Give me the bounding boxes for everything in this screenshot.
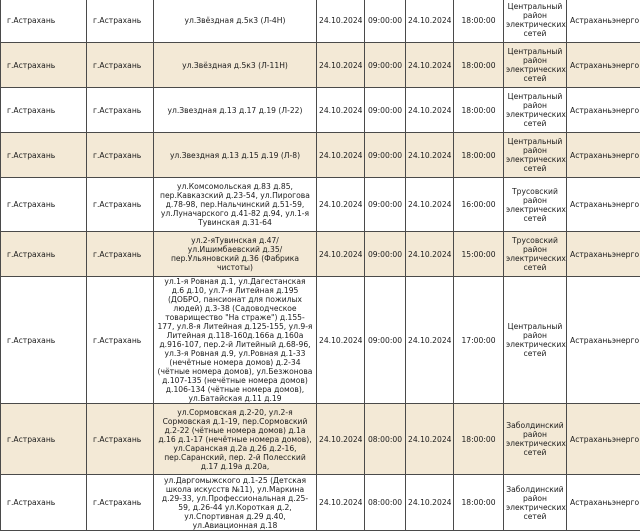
start-time-cell: 09:00:00: [365, 88, 406, 133]
end-time-cell: 18:00:00: [454, 404, 504, 475]
end-time-cell: 17:00:00: [454, 277, 504, 404]
table-row: [1, 277, 640, 404]
city-cell: г.Астрахань: [1, 43, 87, 88]
district-cell: Центральный район электрических сетей: [504, 88, 567, 133]
start-time-cell: 09:00:00: [365, 43, 406, 88]
end-date-cell: 24.10.2024: [406, 43, 454, 88]
end-date-cell: 24.10.2024: [406, 232, 454, 277]
start-time-cell: 09:00:00: [365, 232, 406, 277]
city-cell: г.Астрахань: [1, 133, 87, 178]
table-row: [1, 43, 640, 88]
start-date-cell: 24.10.2024: [317, 404, 365, 475]
org-cell: Астраханьэнерго: [567, 178, 640, 232]
org-cell: Астраханьэнерго: [567, 475, 640, 531]
end-date-cell: 24.10.2024: [406, 277, 454, 404]
district-cell: Трусовский район электрических сетей: [504, 232, 567, 277]
locality-cell: г.Астрахань: [87, 404, 154, 475]
address-cell: ул.Звездная д.13 д.15 д.19 (Л-8): [154, 133, 317, 178]
end-date-cell: 24.10.2024: [406, 475, 454, 531]
address-cell: ул.Звездная д.13 д.17 д.19 (Л-22): [154, 88, 317, 133]
end-time-cell: 18:00:00: [454, 133, 504, 178]
org-cell: Астраханьэнерго: [567, 277, 640, 404]
end-time-cell: 15:00:00: [454, 232, 504, 277]
locality-cell: г.Астрахань: [87, 88, 154, 133]
org-cell: Астраханьэнерго: [567, 0, 640, 43]
locality-cell: г.Астрахань: [87, 178, 154, 232]
start-time-cell: 09:00:00: [365, 277, 406, 404]
start-time-cell: 09:00:00: [365, 133, 406, 178]
end-date-cell: 24.10.2024: [406, 133, 454, 178]
address-cell: ул.Звёздная д.5к3 (Л-11Н): [154, 43, 317, 88]
end-date-cell: 24.10.2024: [406, 178, 454, 232]
district-cell: Центральный район электрических сетей: [504, 277, 567, 404]
table-row: [1, 178, 640, 232]
start-date-cell: 24.10.2024: [317, 43, 365, 88]
address-cell: ул.Сормовская д.2-20, ул.2-я Сормовская д.1-19, пер.Сормовский д.2-22 (чётные номера домов) д.1а д.16 д.1-17 (нечётные номера домов), ул.Саранская д.2а д.26 д.2-16, пер.Саранский, пер. 2-й Полесский д.17 д.19а д.20а,: [154, 404, 317, 475]
org-cell: Астраханьэнерго: [567, 404, 640, 475]
city-cell: г.Астрахань: [1, 232, 87, 277]
address-cell: ул.1-я Ровная д.1, ул.Дагестанская д.6 д.10, ул.7-я Литейная д.195 (ДОБРО, пансионат для пожилых людей) д.3-38 (Садоводческое товарищество "На страже") д.155-177, ул.8-я Литейная д.125-155, ул.9-я Литейная д.118-160д.166а д.160а д.916-107, пер.2-й Литейный д.68-96, ул.3-я Ровная д.9, ул.Ровная д.1-33 (нечётные номера домов) д.2-34 (чётные номера домов), ул.Безжонова д.107-135 (нечётные номера домов) д.106-134 (чётные номера домов), ул.Батайская д.11 д.19: [154, 277, 317, 404]
start-date-cell: 24.10.2024: [317, 133, 365, 178]
start-time-cell: 09:00:00: [365, 178, 406, 232]
org-cell: Астраханьэнерго: [567, 232, 640, 277]
start-time-cell: 08:00:00: [365, 475, 406, 531]
end-date-cell: 24.10.2024: [406, 404, 454, 475]
end-time-cell: 16:00:00: [454, 178, 504, 232]
table-row: [1, 0, 640, 43]
district-cell: Заболдинский район электрических сетей: [504, 475, 567, 531]
end-time-cell: 18:00:00: [454, 43, 504, 88]
locality-cell: г.Астрахань: [87, 0, 154, 43]
city-cell: г.Астрахань: [1, 0, 87, 43]
end-time-cell: 18:00:00: [454, 475, 504, 531]
end-date-cell: 24.10.2024: [406, 0, 454, 43]
locality-cell: г.Астрахань: [87, 43, 154, 88]
district-cell: Центральный район электрических сетей: [504, 0, 567, 43]
start-time-cell: 08:00:00: [365, 404, 406, 475]
end-time-cell: 18:00:00: [454, 88, 504, 133]
table-row: [1, 88, 640, 133]
address-cell: ул.Даргомыжского д.1-25 (Детская школа искусств №11), ул.Маркина д.29-33, ул.Профессиональная д.25-59, д.26-44 ул.Короткая д.2, ул.Спортивная д.29 д.40, ул.Авиационная д.18: [154, 475, 317, 531]
address-cell: ул.2-яТувинская д.47/ ул.Ишимбаевский д.35/ пер.Ульяновский д.36 (Фабрика чистоты): [154, 232, 317, 277]
org-cell: Астраханьэнерго: [567, 88, 640, 133]
table-row: [1, 232, 640, 277]
district-cell: Центральный район электрических сетей: [504, 43, 567, 88]
end-date-cell: 24.10.2024: [406, 88, 454, 133]
city-cell: г.Астрахань: [1, 475, 87, 531]
district-cell: Трусовский район электрических сетей: [504, 178, 567, 232]
start-date-cell: 24.10.2024: [317, 0, 365, 43]
org-cell: Астраханьэнерго: [567, 133, 640, 178]
start-date-cell: 24.10.2024: [317, 475, 365, 531]
city-cell: г.Астрахань: [1, 178, 87, 232]
locality-cell: г.Астрахань: [87, 133, 154, 178]
start-date-cell: 24.10.2024: [317, 232, 365, 277]
start-date-cell: 24.10.2024: [317, 88, 365, 133]
district-cell: Центральный район электрических сетей: [504, 133, 567, 178]
city-cell: г.Астрахань: [1, 404, 87, 475]
locality-cell: г.Астрахань: [87, 475, 154, 531]
end-time-cell: 18:00:00: [454, 0, 504, 43]
org-cell: Астраханьэнерго: [567, 43, 640, 88]
address-cell: ул.Звёздная д.5к3 (Л-4Н): [154, 0, 317, 43]
start-date-cell: 24.10.2024: [317, 178, 365, 232]
table-row: [1, 404, 640, 475]
city-cell: г.Астрахань: [1, 277, 87, 404]
table-row: [1, 133, 640, 178]
locality-cell: г.Астрахань: [87, 277, 154, 404]
start-date-cell: 24.10.2024: [317, 277, 365, 404]
district-cell: Заболдинский район электрических сетей: [504, 404, 567, 475]
table-row: [1, 475, 640, 531]
city-cell: г.Астрахань: [1, 88, 87, 133]
address-cell: ул.Комсомольская д.83 д.85, пер.Кавказский д.23-54, ул.Пирогова д.78-98, пер.Нальчинский д.51-59, ул.Луначарского д.41-82 д.94, ул.1-я Тувинская д.31-64: [154, 178, 317, 232]
locality-cell: г.Астрахань: [87, 232, 154, 277]
start-time-cell: 09:00:00: [365, 0, 406, 43]
